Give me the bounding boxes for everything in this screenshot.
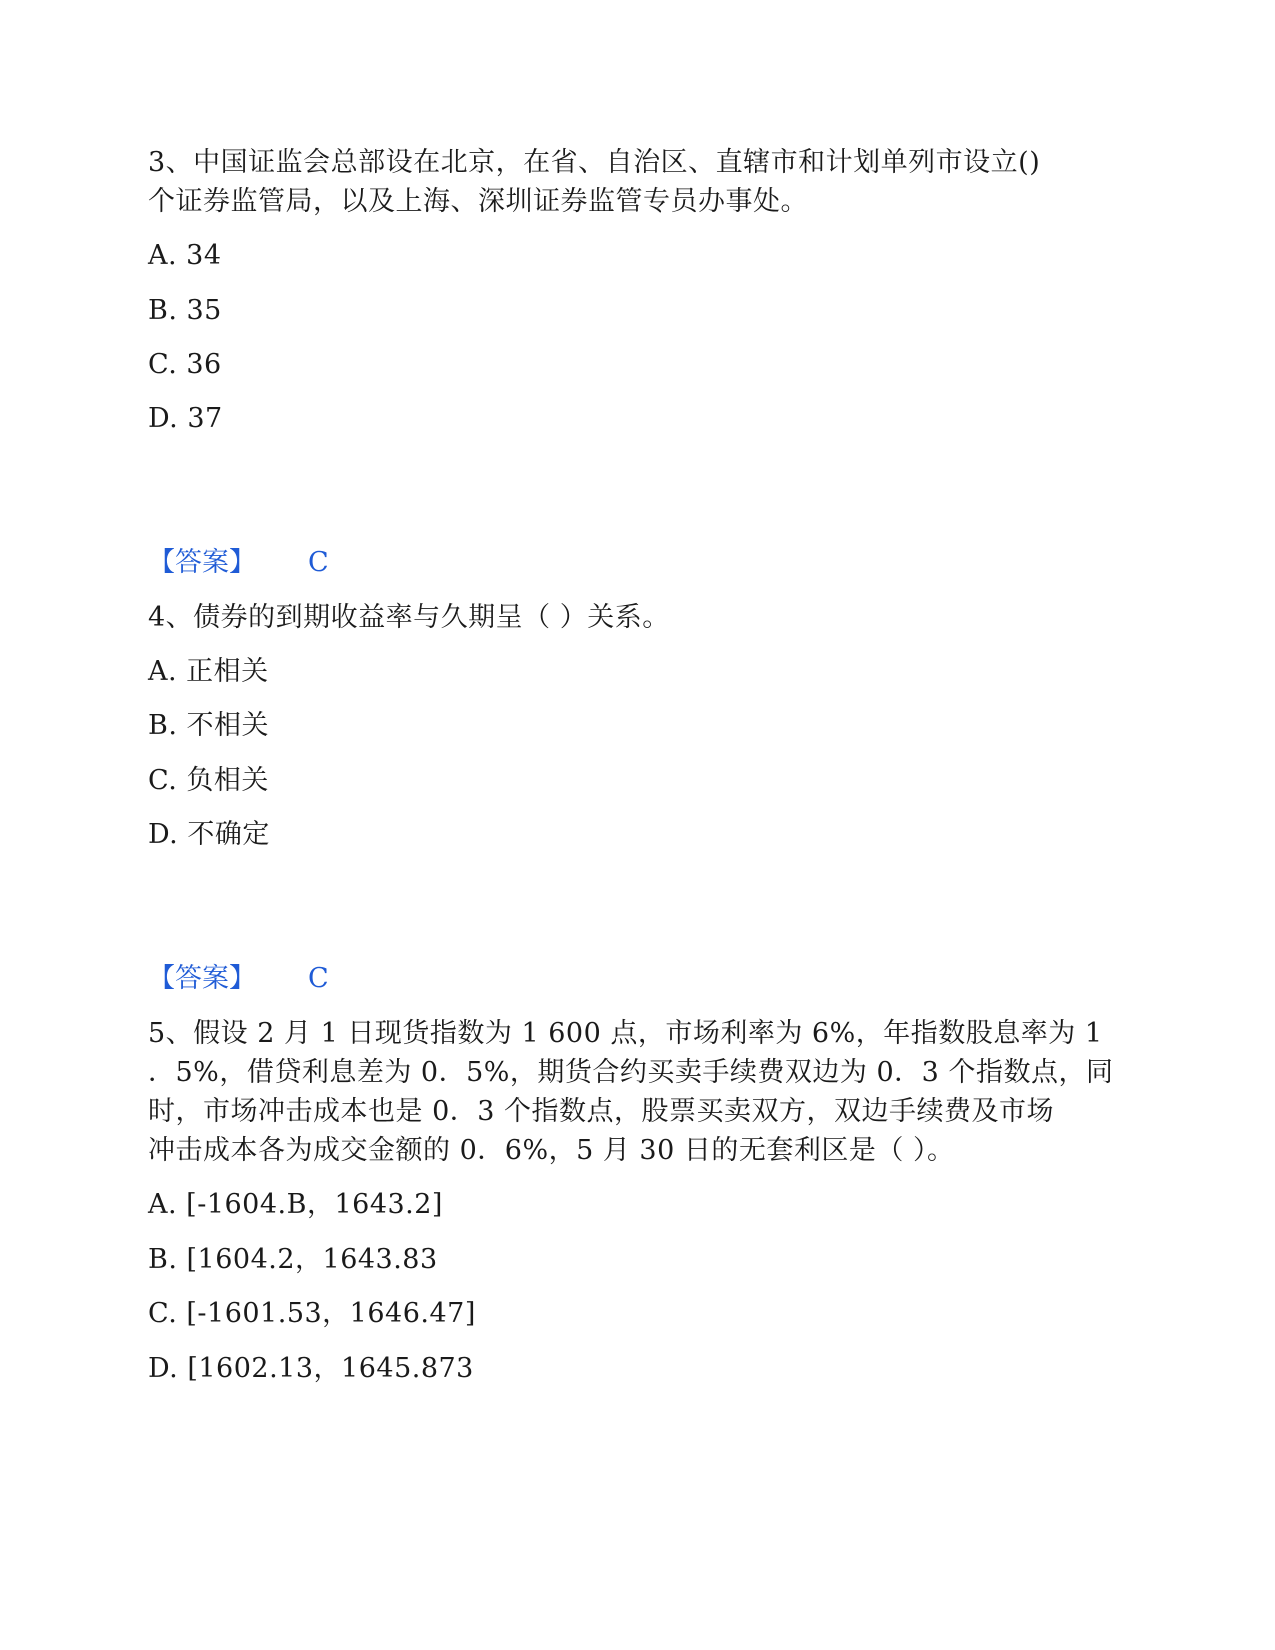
question-3-option-b: B. 35 — [148, 295, 222, 326]
question-4-stem: 4、债券的到期收益率与久期呈（ ）关系。 — [148, 602, 670, 633]
question-5-stem-line-3: 时，市场冲击成本也是 0．3 个指数点，股票买卖双方，双边手续费及市场 — [148, 1096, 1055, 1127]
question-4-option-a: A. 正相关 — [148, 656, 269, 687]
question-5-option-b: B. [1604.2，1643.83 — [148, 1244, 438, 1275]
question-3-stem-line-2: 个证券监管局，以及上海、深圳证券监管专员办事处。 — [148, 186, 808, 217]
question-4-option-c: C. 负相关 — [148, 765, 269, 796]
question-3-option-c: C. 36 — [148, 349, 222, 380]
answer-label: 【答案】 — [148, 547, 256, 578]
question-5-stem-line-4: 冲击成本各为成交金额的 0．6%，5 月 30 日的无套利区是（ ）。 — [148, 1135, 955, 1166]
answer-row-q4 — [148, 957, 329, 1001]
question-3-option-d: D. 37 — [148, 403, 223, 434]
question-5-option-a: A. [-1604.B，1643.2] — [148, 1189, 443, 1220]
question-5-stem-line-2: ．5%，借贷利息差为 0．5%，期货合约买卖手续费双边为 0．3 个指数点，同 — [148, 1057, 1114, 1088]
question-3-stem-line-1: 3、中国证监会总部设在北京，在省、自治区、直辖市和计划单列市设立() — [148, 147, 1041, 178]
question-4-option-b: B. 不相关 — [148, 710, 270, 741]
answer-value: C — [308, 547, 329, 578]
answer-row-q3 — [148, 541, 329, 585]
question-5-option-c: C. [-1601.53，1646.47] — [148, 1298, 476, 1329]
question-3-option-a: A. 34 — [148, 240, 222, 271]
question-5-option-d: D. [1602.13，1645.873 — [148, 1353, 474, 1384]
question-4-option-d: D. 不确定 — [148, 819, 270, 850]
answer-value: C — [308, 963, 329, 994]
answer-label: 【答案】 — [148, 963, 256, 994]
question-5-stem-line-1: 5、假设 2 月 1 日现货指数为 1 600 点，市场利率为 6%，年指数股息率为 1 — [148, 1018, 1103, 1049]
